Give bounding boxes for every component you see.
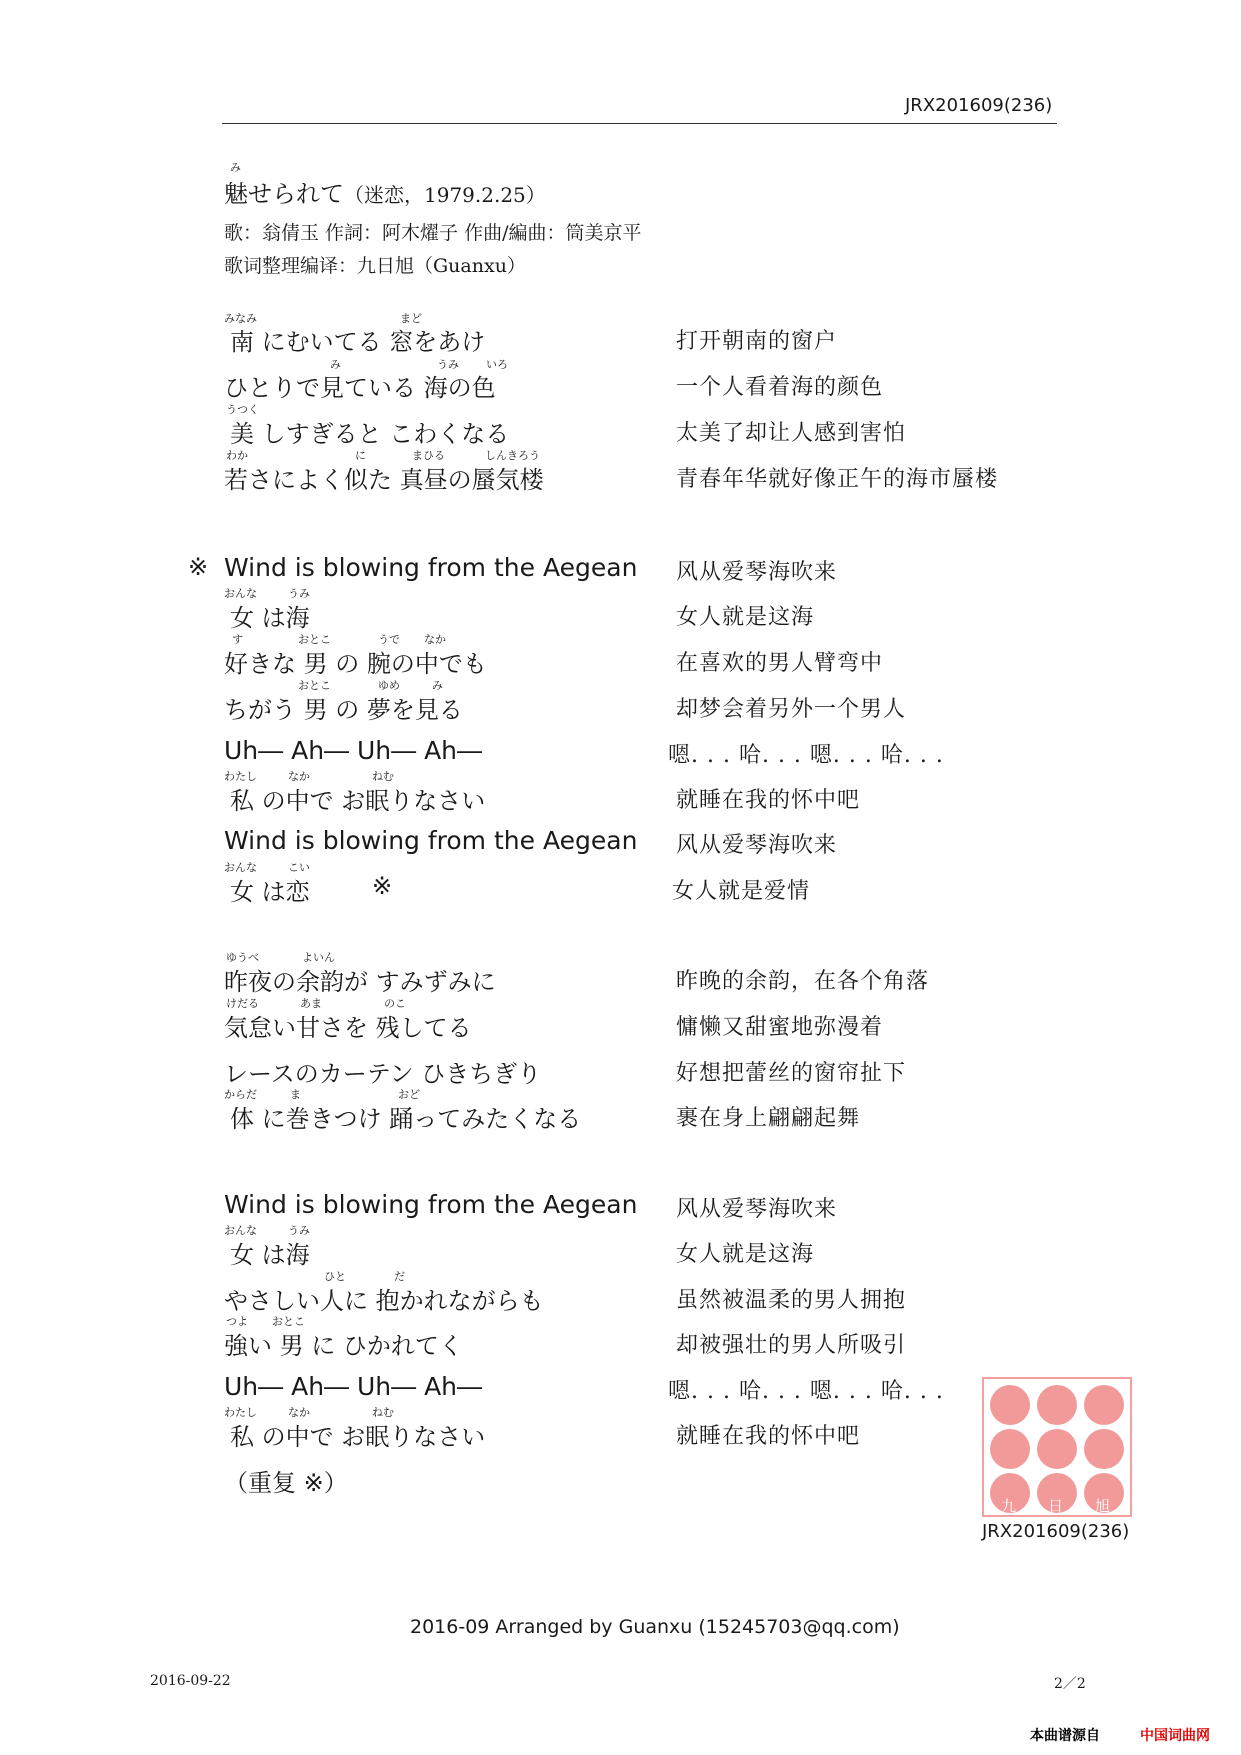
ruby: うつく	[226, 403, 259, 416]
translation-line: 风从爱琴海吹来	[676, 1197, 838, 1222]
ruby: おんな	[224, 861, 257, 874]
ruby: からだ	[224, 1088, 257, 1101]
lyric-line: 私 の中で お眠りなさい	[230, 1423, 486, 1451]
translation-line: 却被强壮的男人所吸引	[676, 1333, 907, 1358]
lyric-line: 私 の中で お眠りなさい	[230, 787, 486, 815]
lyric-line: ちがう 男 の 夢を見る	[224, 696, 463, 724]
ruby: おど	[398, 1088, 420, 1101]
ruby: みなみ	[224, 312, 257, 325]
ruby: よいん	[302, 951, 335, 964]
ruby: おとこ	[272, 1315, 305, 1328]
lyric-line: やさしい人に 抱かれながらも	[224, 1287, 544, 1315]
ruby: おとこ	[298, 679, 331, 692]
stamp-char: 九	[1001, 1497, 1017, 1515]
ruby: ゆめ	[378, 679, 400, 692]
document-code: JRX201609(236)	[905, 95, 1053, 116]
translation-line: 慵懒又甜蜜地弥漫着	[676, 1015, 884, 1040]
ruby: あま	[300, 997, 322, 1010]
lyric-line: 女 は海	[230, 604, 310, 632]
lyric-line: Uh― Ah― Uh― Ah―	[224, 1372, 483, 1401]
lyric-line: ひとりで見ている 海の色	[224, 374, 496, 402]
ruby: す	[232, 633, 243, 646]
lyric-line: 女 は海	[230, 1241, 310, 1269]
ruby: うみ	[288, 587, 310, 600]
stamp-dot	[1037, 1385, 1077, 1425]
translation-line: 女人就是爱情	[672, 879, 811, 904]
translation-line: 昨晚的余韵，在各个角落	[676, 969, 930, 994]
ruby: まど	[400, 312, 422, 325]
translation-line: 却梦会着另外一个男人	[676, 697, 907, 722]
ruby: のこ	[384, 997, 406, 1010]
ruby: ゆうべ	[226, 951, 259, 964]
lyric-line: 体 に巻きつけ 踊ってみたくなる	[230, 1105, 582, 1133]
ruby: ひと	[324, 1270, 346, 1283]
lyric-line: 美 しすぎると こわくなる	[230, 420, 510, 448]
lyric-line: レースのカーテン ひきちぎり	[224, 1060, 542, 1088]
ruby: まひる	[412, 449, 445, 462]
header-divider	[222, 123, 1057, 124]
ruby: つよ	[226, 1315, 248, 1328]
ruby: おとこ	[298, 633, 331, 646]
translation-line: 就睡在我的怀中吧	[676, 788, 861, 813]
translation-line: 女人就是这海	[676, 605, 815, 630]
lyric-line: Wind is blowing from the Aegean	[224, 553, 638, 582]
ruby: うで	[378, 633, 400, 646]
repeat-instruction: （重复 ※）	[224, 1469, 348, 1497]
ruby: いろ	[486, 358, 508, 371]
translation-line: 裹在身上翩翩起舞	[676, 1106, 861, 1131]
ruby: こい	[288, 861, 310, 874]
ruby: み	[432, 679, 443, 692]
stamp-dot	[990, 1385, 1030, 1425]
ruby: けだる	[226, 997, 259, 1010]
lyric-line: 昨夜の余韵が すみずみに	[224, 968, 496, 996]
title-ruby: み	[230, 161, 241, 174]
ruby: なか	[288, 770, 310, 783]
translation-line: 一个人看着海的颜色	[676, 375, 884, 400]
lyric-line: 強い 男 に ひかれてく	[224, 1332, 463, 1360]
stamp-dot	[1037, 1429, 1077, 1469]
ruby: に	[355, 449, 366, 462]
stamp-dot	[1084, 1385, 1124, 1425]
song-title-subtitle: （迷恋，1979.2.25）	[344, 183, 546, 207]
ruby: ねむ	[372, 1406, 394, 1419]
ruby: うみ	[437, 358, 459, 371]
print-date: 2016-09-22	[150, 1673, 231, 1689]
translation-line: 嗯. . . 哈. . . 嗯. . . 哈. . .	[668, 743, 944, 768]
lyric-line: 南 にむいてる 窓をあけ	[230, 328, 486, 356]
compiler-line: 歌词整理编译：九日旭（Guanxu）	[224, 255, 526, 277]
ruby: わたし	[224, 1406, 257, 1419]
translation-line: 在喜欢的男人臂弯中	[676, 651, 884, 676]
translation-line: 青春年华就好像正午的海市蜃楼	[676, 467, 999, 492]
lyric-line: Wind is blowing from the Aegean	[224, 1190, 638, 1219]
stamp-dot	[990, 1429, 1030, 1469]
translation-line: 太美了却让人感到害怕	[676, 421, 907, 446]
stamp-char: 旭	[1095, 1497, 1111, 1515]
song-title-main: 魅せられて	[224, 180, 344, 208]
ruby: おんな	[224, 1224, 257, 1237]
song-title	[224, 174, 546, 209]
source-site-link[interactable]: 中国词曲网	[1140, 1728, 1210, 1744]
translation-line: 风从爱琴海吹来	[676, 560, 838, 585]
translation-line: 打开朝南的窗户	[676, 329, 838, 354]
ruby: ま	[290, 1088, 301, 1101]
translation-line: 虽然被温柔的男人拥抱	[676, 1288, 907, 1313]
translation-line: 好想把蕾丝的窗帘扯下	[676, 1061, 907, 1086]
stamp-dot	[1084, 1429, 1124, 1469]
ruby: なか	[424, 633, 446, 646]
lyric-line: 気怠い甘さを 残してる	[224, 1014, 472, 1042]
translation-line: 女人就是这海	[676, 1242, 815, 1267]
lyric-line: 女 は恋	[230, 878, 310, 906]
lyric-line: Wind is blowing from the Aegean	[224, 826, 638, 855]
ruby: ねむ	[372, 770, 394, 783]
translation-line: 就睡在我的怀中吧	[676, 1424, 861, 1449]
repeat-mark: ※	[188, 553, 209, 581]
ruby: うみ	[288, 1224, 310, 1237]
translation-line: 风从爱琴海吹来	[676, 833, 838, 858]
stamp-code: JRX201609(236)	[982, 1521, 1130, 1542]
ruby: み	[330, 358, 341, 371]
ruby: わか	[226, 449, 248, 462]
lyric-line: Uh― Ah― Uh― Ah―	[224, 736, 483, 765]
ruby: わたし	[224, 770, 257, 783]
stamp-char: 日	[1048, 1497, 1064, 1515]
ruby: おんな	[224, 587, 257, 600]
lyric-line: 好きな 男 の 腕の中でも	[224, 650, 487, 678]
arranger-credit: 2016-09 Arranged by Guanxu (15245703@qq.com)	[410, 1616, 900, 1638]
lyric-line: 若さによく似た 真昼の蜃気楼	[224, 466, 544, 494]
credits-line: 歌：翁倩玉 作詞：阿木燿子 作曲/編曲：筒美京平	[224, 222, 642, 244]
translation-line: 嗯. . . 哈. . . 嗯. . . 哈. . .	[668, 1379, 944, 1404]
ruby: だ	[394, 1270, 405, 1283]
source-label: 本曲谱源自	[1030, 1728, 1100, 1744]
ruby: しんきろう	[485, 449, 540, 462]
ruby: なか	[288, 1406, 310, 1419]
page-number: 2／2	[1054, 1676, 1086, 1692]
repeat-mark: ※	[372, 872, 393, 900]
seal-stamp	[982, 1377, 1132, 1517]
